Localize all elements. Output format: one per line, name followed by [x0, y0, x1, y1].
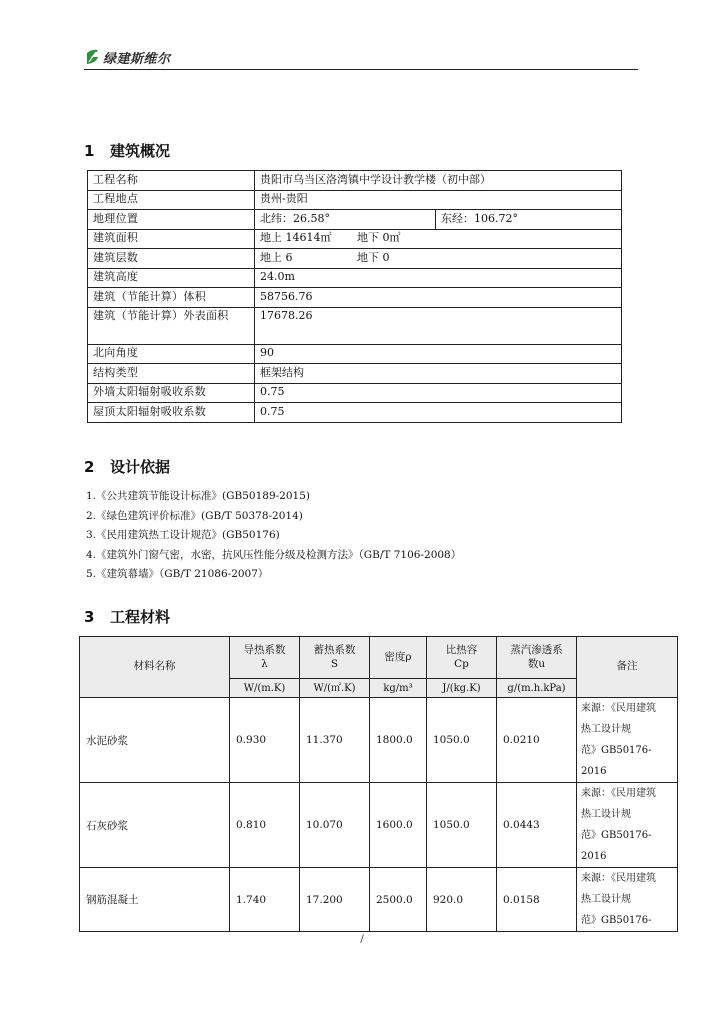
- unit-vapor: g/(m.h.kPa): [497, 679, 577, 698]
- note-line: 热工设计规: [581, 724, 631, 735]
- note-line: 来源：《民用建筑: [581, 703, 656, 714]
- conductivity-value: 0.930: [230, 698, 300, 783]
- header-heat: [427, 637, 497, 679]
- list-item: 3.《民用建筑热工设计规范》(GB50176): [86, 529, 280, 541]
- section-number: 3: [84, 608, 95, 626]
- note-line: 范》GB50176-: [581, 915, 652, 926]
- note-line: 2016: [581, 851, 607, 862]
- table-row: [88, 190, 622, 210]
- building-overview-table: [87, 170, 622, 423]
- material-name: 水泥砂浆: [80, 698, 230, 783]
- note-line: 来源：《民用建筑: [581, 873, 656, 884]
- table-row: [88, 364, 622, 384]
- row-value: 17678.26: [255, 307, 622, 344]
- list-item: 2.《绿色建筑评价标准》(GB/T 50378-2014): [86, 509, 303, 522]
- section-1-heading: [84, 140, 170, 161]
- header-density: 密度ρ: [370, 637, 427, 679]
- page-footer: /: [360, 934, 364, 945]
- note-line: 热工设计规: [581, 894, 631, 905]
- note-line: 来源：《民用建筑: [581, 788, 656, 799]
- row-label: 建筑层数: [88, 249, 255, 269]
- row-value: 框架结构: [255, 364, 622, 384]
- density-value: 1600.0: [370, 783, 427, 868]
- table-row: [88, 249, 622, 269]
- row-value: 贵州-贵阳: [255, 190, 622, 210]
- section-title: 建筑概况: [110, 142, 171, 160]
- page-header: [84, 46, 638, 70]
- row-value: [255, 249, 622, 269]
- header-material-name: 材料名称: [80, 637, 230, 698]
- header-text: 导热系数: [243, 643, 286, 656]
- row-value: 58756.76: [255, 288, 622, 308]
- row-value: 24.0m: [255, 268, 622, 288]
- table-row: [88, 307, 622, 344]
- row-label: 屋顶太阳辐射吸收系数: [88, 403, 255, 423]
- note-cell: [577, 868, 678, 932]
- vapor-value: 0.0210: [497, 698, 577, 783]
- note-line: 2016: [581, 766, 607, 777]
- materials-table: [79, 636, 678, 932]
- note-line: 热工设计规: [581, 809, 631, 820]
- table-row: [88, 268, 622, 288]
- row-label: 北向角度: [88, 344, 255, 364]
- conductivity-value: 1.740: [230, 868, 300, 932]
- row-value: 0.75: [255, 383, 622, 403]
- row-value: [255, 229, 622, 249]
- row-label: 建筑面积: [88, 229, 255, 249]
- vapor-value: 0.0443: [497, 783, 577, 868]
- list-item: 4.《建筑外门窗气密，水密，抗风压性能分级及检测方法》（GB/T 7106-2008）: [86, 548, 462, 561]
- note-line: 范》GB50176-: [581, 830, 652, 841]
- header-text: 比热容: [445, 643, 478, 656]
- table-row: [80, 698, 678, 783]
- header-symbol: S: [330, 657, 339, 670]
- note-line: 范》GB50176-: [581, 745, 652, 756]
- longitude-value: 东经：106.72°: [436, 210, 622, 230]
- section-number: 1: [84, 142, 95, 160]
- logo-text: 绿建斯维尔: [103, 51, 171, 67]
- storage-value: 10.070: [300, 783, 370, 868]
- material-name: 石灰砂浆: [80, 783, 230, 868]
- table-row: [80, 868, 678, 932]
- header-conductivity: [230, 637, 300, 679]
- heat-value: 1050.0: [427, 783, 497, 868]
- table-row: [88, 171, 622, 191]
- heat-value: 1050.0: [427, 698, 497, 783]
- header-text: 蒸汽渗透系: [510, 643, 563, 656]
- header-vapor: [497, 637, 577, 679]
- row-label: 建筑（节能计算）外表面积: [88, 307, 255, 344]
- row-label: 建筑高度: [88, 268, 255, 288]
- header-text: 蓄热系数: [313, 643, 356, 656]
- section-3-heading: [84, 606, 170, 627]
- conductivity-value: 0.810: [230, 783, 300, 868]
- section-number: 2: [84, 458, 95, 476]
- header-symbol: Cp: [454, 657, 469, 670]
- header-storage: [300, 637, 370, 679]
- below-ground-area: 地下 0㎡: [357, 231, 401, 245]
- unit-conductivity: W/(m.K): [230, 679, 300, 698]
- row-value: 贵阳市乌当区洛湾镇中学设计教学楼（初中部）: [255, 171, 622, 191]
- heat-value: 920.0: [427, 868, 497, 932]
- row-value: 90: [255, 344, 622, 364]
- below-ground-floors: 地下 0: [357, 250, 390, 264]
- list-item: 1.《公共建筑节能设计标准》(GB50189-2015): [86, 490, 310, 502]
- reference-list: [86, 487, 461, 585]
- section-2-heading: [84, 456, 170, 477]
- latitude-value: 北纬：26.58°: [255, 210, 436, 230]
- row-label: 工程地点: [88, 190, 255, 210]
- table-row: [88, 288, 622, 308]
- row-label: 地理位置: [88, 210, 255, 230]
- storage-value: 17.200: [300, 868, 370, 932]
- storage-value: 11.370: [300, 698, 370, 783]
- unit-density: kg/m³: [370, 679, 427, 698]
- table-row: [88, 403, 622, 423]
- company-logo: [86, 48, 171, 66]
- table-row: [88, 210, 622, 230]
- leaf-logo-icon: [86, 49, 100, 65]
- list-item: 5.《建筑幕墙》（GB/T 21086-2007）: [86, 568, 269, 580]
- vapor-value: 0.0158: [497, 868, 577, 932]
- row-label: 结构类型: [88, 364, 255, 384]
- header-symbol: 数u: [527, 657, 546, 670]
- table-row: [88, 229, 622, 249]
- section-title: 设计依据: [110, 458, 171, 476]
- above-ground-floors: 地上 6: [260, 250, 293, 264]
- header-row: [80, 637, 678, 679]
- row-value: 0.75: [255, 403, 622, 423]
- material-name: 钢筋混凝土: [80, 868, 230, 932]
- row-label: 建筑（节能计算）体积: [88, 288, 255, 308]
- header-note: 备注: [577, 637, 678, 698]
- note-cell: [577, 698, 678, 783]
- header-symbol: λ: [261, 657, 268, 670]
- row-label: 工程名称: [88, 171, 255, 191]
- row-label: 外墙太阳辐射吸收系数: [88, 383, 255, 403]
- density-value: 1800.0: [370, 698, 427, 783]
- table-row: [80, 783, 678, 868]
- table-row: [88, 383, 622, 403]
- density-value: 2500.0: [370, 868, 427, 932]
- unit-heat: J/(kg.K): [427, 679, 497, 698]
- section-title: 工程材料: [110, 608, 171, 626]
- above-ground-area: 地上 14614㎡: [260, 231, 332, 245]
- unit-storage: W/(㎡.K): [300, 679, 370, 698]
- note-cell: [577, 783, 678, 868]
- table-row: [88, 344, 622, 364]
